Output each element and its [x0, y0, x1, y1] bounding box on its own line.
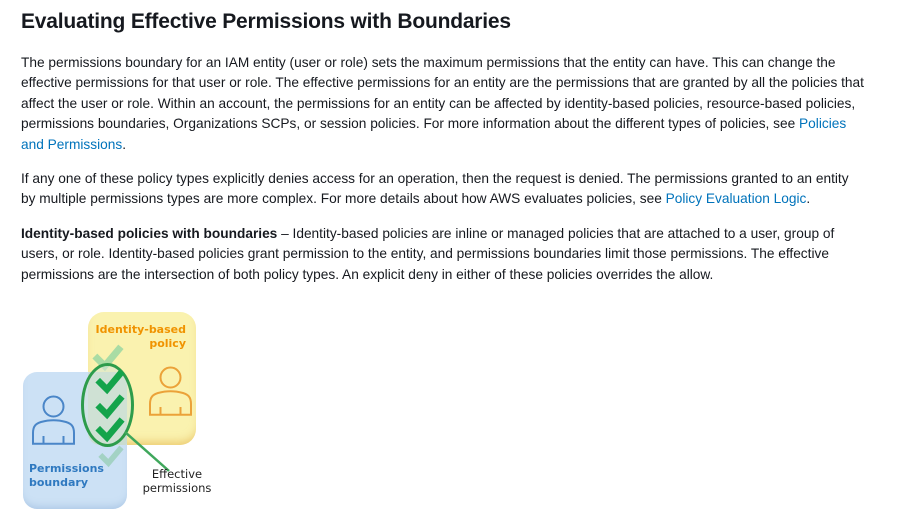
paragraph-1-period: . — [122, 136, 126, 152]
paragraph-3-bold-lead: Identity-based policies with boundaries — [21, 225, 278, 241]
user-icon — [148, 366, 193, 416]
permissions-boundary-label: Permissions boundary — [29, 462, 104, 489]
policy-evaluation-logic-link[interactable]: Policy Evaluation Logic — [665, 191, 807, 207]
effective-permissions-label: Effective permissions — [142, 467, 212, 495]
checkmark-icon — [95, 395, 125, 419]
paragraph-2-period: . — [806, 191, 811, 207]
permissions-boundary-diagram — [21, 307, 271, 522]
checkmark-icon — [95, 370, 125, 394]
paragraph-3-text: – Identity-based policies are inline or managed policies that are attached to a user, group of users, or role. Identity-based policies grant permission to the entity, and permissions boundaries limit those permissions. The effective permissions are the intersection of both policy types. An explicit deny in either of these policies overrides the allow. — [21, 225, 835, 282]
paragraph-1-text: The permissions boundary for an IAM entity (user or role) sets the maximum permissions that the entity can have. This can change the effective permissions for that user or role. The effective permissions for an entity are the permissions that are granted by all the policies that affect the user or role. Within an account, the permissions for an entity can be affected by identity-based policies, resource-based policies, permissions boundaries, Organizations SCPs, or session policies. For more information about the different types of policies, see — [21, 55, 864, 132]
paragraph-identity-based-policies — [21, 224, 866, 285]
paragraph-2-text: If any one of these policy types explicitly denies access for an operation, then the request is denied. The permissions granted to an entity by multiple permissions types are more complex. For more details about how AWS evaluates policies, see — [21, 171, 849, 207]
identity-based-policy-label: Identity-based policy — [95, 323, 186, 350]
user-icon — [31, 395, 76, 445]
paragraph-permissions-boundary — [21, 53, 866, 155]
policies-and-permissions-link[interactable]: Policies and Permissions — [21, 116, 847, 152]
paragraph-explicit-deny — [21, 169, 866, 210]
page-title: Evaluating Effective Permissions with Boundaries — [21, 10, 511, 33]
